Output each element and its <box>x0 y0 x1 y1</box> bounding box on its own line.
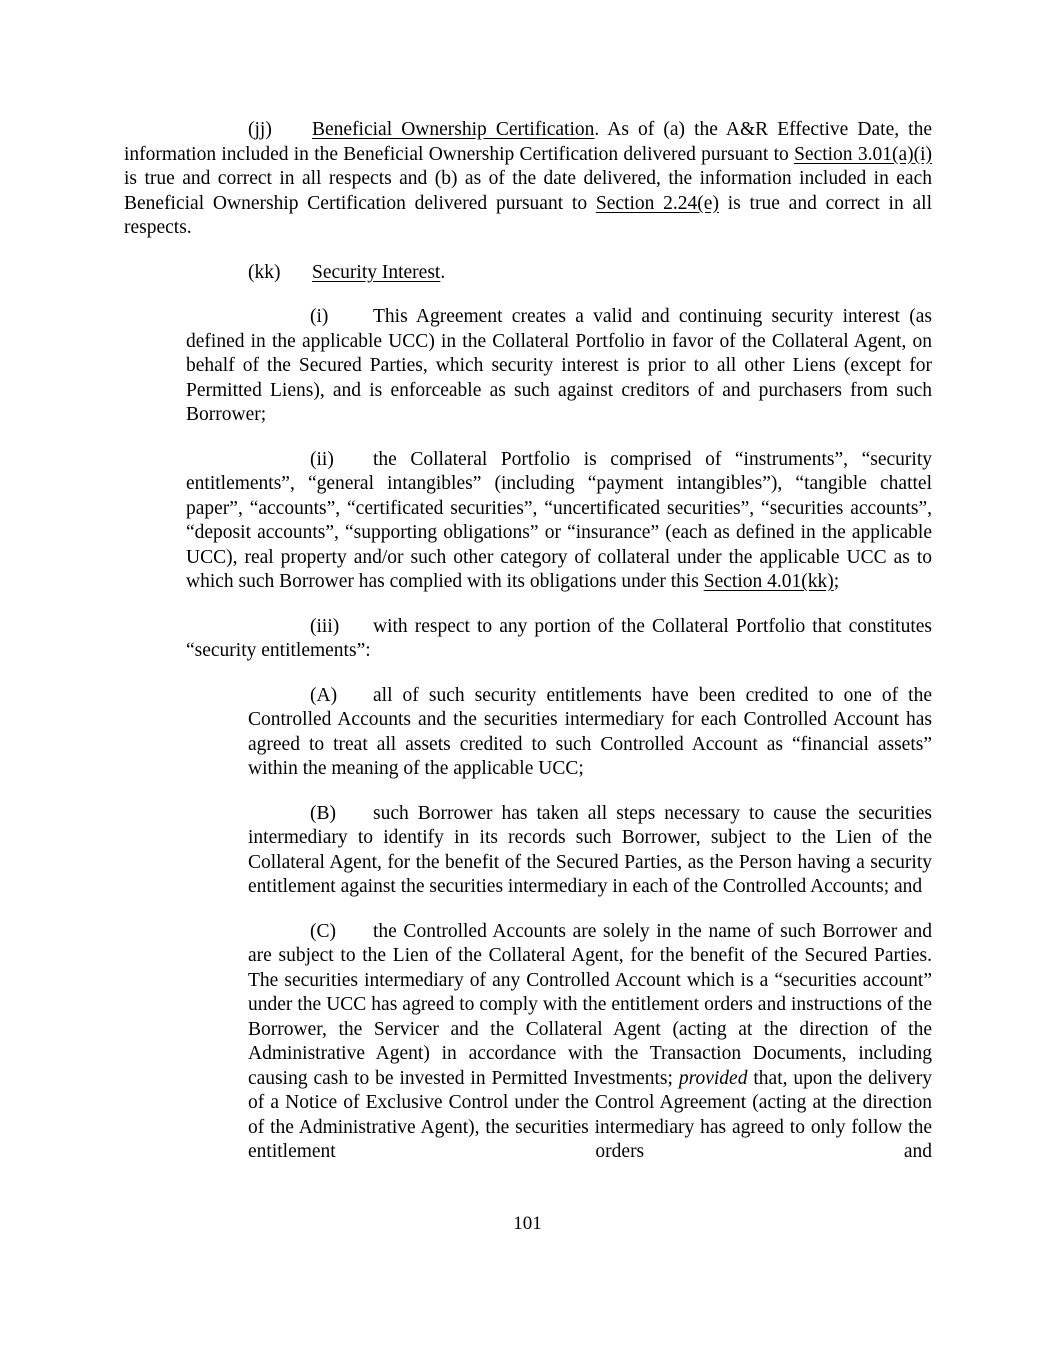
clause-text: the Controlled Accounts are solely in the name of such Borrower and are subject to the Lien of the Collateral Agent, for the benefit of the Secured Parties. The securities intermediary of any Controlled Account which is a “securities account” under the UCC has agreed to comply with the entitlement orders and instructions of the Borrower, the Servicer and the Collateral Agent (acting at the direction of the Administrative Agent) in accordance with the Transaction Documents, including causing cash to be invested in Permitted Investments; <box>248 920 932 1089</box>
paragraph-B <box>248 802 932 900</box>
clause-label-i: (i) <box>310 306 329 327</box>
paragraph-jj <box>124 118 932 241</box>
clause-label-C: (C) <box>310 920 336 942</box>
paragraph-ii <box>186 448 932 595</box>
clause-text: all of such security entitlements have been credited to one of the Controlled Accounts and the securities intermediary for each Controlled Account has agreed to treat all assets credited to such Controlled Account as “financial assets” within the meaning of the applicable UCC; <box>248 684 932 779</box>
paragraph-kk <box>124 261 932 286</box>
clause-label-ii: (ii) <box>310 448 334 470</box>
clause-label-jj: (jj) <box>248 119 272 140</box>
clause-heading-jj: Beneficial Ownership Certification <box>312 119 595 140</box>
proviso-term: provided <box>678 1067 748 1089</box>
clause-text: is true and correct in all respects. <box>124 192 932 238</box>
clause-text: ; <box>833 571 840 592</box>
clause-text: the Collateral Portfolio is comprised of “instruments”, “security entitlements”, “general intangibles” (including “payment intangibles”), “tangible chattel paper”, “accounts”, “certificated securities”, “uncertificated securities”, “securities accounts”, “deposit accounts”, “supporting obligations” or “insurance” (each as defined in the applicable UCC), real property and/or such other category of collateral under the applicable UCC as to which such Borrower has complied with its obligations under this <box>186 448 932 592</box>
page-footer <box>0 1212 1055 1236</box>
clause-text: . <box>440 261 446 283</box>
clause-text: This Agreement creates a valid and continuing security interest (as defined in the applicable UCC) in the Collateral Portfolio in favor of the Collateral Agent, on behalf of the Secured Parties, which security interest is prior to all other Liens (except for Permitted Liens), and is enforceable as such against creditors of and purchasers from such Borrower; <box>186 306 932 425</box>
paragraph-A <box>248 684 932 782</box>
clause-label-kk: (kk) <box>248 261 281 283</box>
clause-text: . As of (a) the A&R Effective Date, the information included in the Beneficial Ownership Certification delivered pursuant to <box>124 119 932 165</box>
section-reference-401kk: Section 4.01(kk) <box>703 571 834 592</box>
clause-text: that, upon the delivery of a Notice of Exclusive Control under the Control Agreement (acting at the direction of the Administrative Agent), the securities intermediary has agreed to only follow the entitlement orders and <box>248 1067 932 1162</box>
clause-label-iii: (iii) <box>310 615 340 637</box>
clause-heading-kk: Security Interest <box>312 261 441 283</box>
section-reference-301ai: Section 3.01(a)(i) <box>794 143 932 165</box>
clause-label-B: (B) <box>310 802 336 824</box>
paragraph-C <box>248 920 932 1165</box>
paragraph-iii <box>186 615 932 664</box>
clause-text: is true and correct in all respects and (b) as of the date delivered, the information included in each Beneficial Ownership Certification delivered pursuant to <box>124 168 932 214</box>
clause-text: such Borrower has taken all steps necessary to cause the securities intermediary to identify in its records such Borrower, subject to the Lien of the Collateral Agent, for the benefit of the Secured Parties, as the Person having a security entitlement against the securities intermediary in each of the Controlled Accounts; and <box>248 802 932 897</box>
page-number: 101 <box>513 1213 542 1234</box>
section-reference-224e: Section 2.24(e) <box>595 192 719 214</box>
clause-label-A: (A) <box>310 684 338 706</box>
paragraph-i <box>186 305 932 428</box>
clause-text: with respect to any portion of the Collateral Portfolio that constitutes “security entitlements”: <box>186 615 932 661</box>
page-body <box>124 118 932 1185</box>
